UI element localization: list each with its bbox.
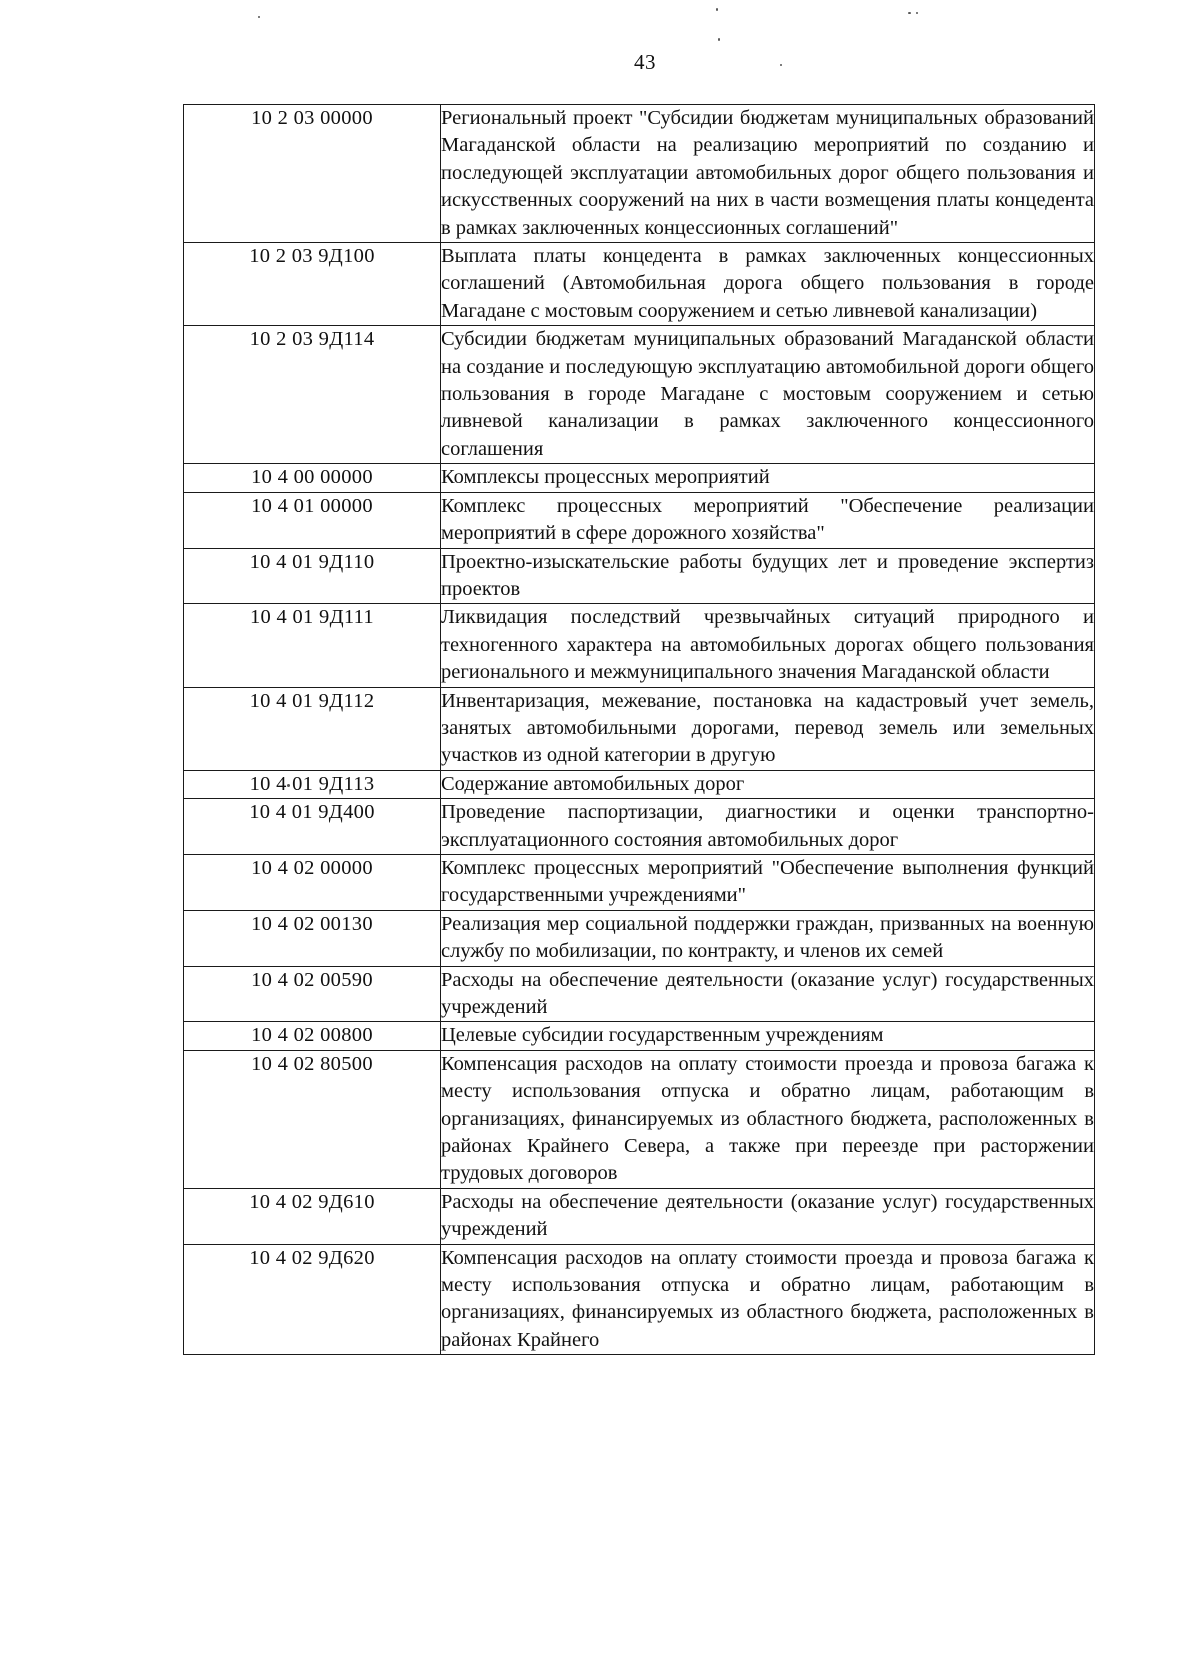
- row-code: 10 4 01 00000: [184, 492, 441, 548]
- row-description: Целевые субсидии государственным учреждениям: [441, 1022, 1095, 1050]
- table-row: [184, 770, 1095, 798]
- table-row: [184, 548, 1095, 604]
- row-description: Компенсация расходов на оплату стоимости проезда и провоза багажа к месту использования отпуска и обратно лицам, работающим в организациях, финансируемых из областного бюджета, расположенных в районах Крайнего Севера, а также при переезде при расторжении трудовых договоров: [441, 1050, 1095, 1188]
- row-code: 10 2 03 00000: [184, 105, 441, 243]
- row-code: 10 4 02 00800: [184, 1022, 441, 1050]
- table-row: [184, 326, 1095, 464]
- row-code: 10 4 02 80500: [184, 1050, 441, 1188]
- row-description: Комплекс процессных мероприятий "Обеспечение выполнения функций государственными учреждениями": [441, 854, 1095, 910]
- table-row: [184, 687, 1095, 770]
- row-code: 10 4 01 9Д110: [184, 548, 441, 604]
- row-description: Реализация мер социальной поддержки граждан, призванных на военную службу по мобилизации, по контракту, и членов их семей: [441, 910, 1095, 966]
- row-code: 10 4 01 9Д112: [184, 687, 441, 770]
- row-description: Комплексы процессных мероприятий: [441, 464, 1095, 492]
- table-body: [184, 105, 1095, 1355]
- table-row: [184, 1244, 1095, 1355]
- table-row: [184, 1188, 1095, 1244]
- row-description: Расходы на обеспечение деятельности (оказание услуг) государственных учреждений: [441, 966, 1095, 1022]
- table-row: [184, 492, 1095, 548]
- scan-speck: [716, 8, 718, 11]
- table-row: [184, 966, 1095, 1022]
- row-code: 10 4 02 00000: [184, 854, 441, 910]
- scan-speck: [780, 64, 782, 66]
- row-description: Проектно-изыскательские работы будущих лет и проведение экспертиз проектов: [441, 548, 1095, 604]
- scan-speck: [908, 12, 911, 14]
- table-row: [184, 799, 1095, 855]
- row-description: Проведение паспортизации, диагностики и оценки транспортно-эксплуатационного состояния автомобильных дорог: [441, 799, 1095, 855]
- row-description: Выплата платы концедента в рамках заключенных концессионных соглашений (Автомобильная дорога общего пользования в городе Магадане с мостовым сооружением и сетью ливневой канализации): [441, 243, 1095, 326]
- table-row: [184, 464, 1095, 492]
- row-description: Содержание автомобильных дорог: [441, 770, 1095, 798]
- row-code: 10 2 03 9Д100: [184, 243, 441, 326]
- row-code: 10 4 02 00130: [184, 910, 441, 966]
- row-code: 10 4 01 9Д111: [184, 604, 441, 687]
- page-number: 43: [634, 50, 656, 74]
- row-description: Ликвидация последствий чрезвычайных ситуаций природного и техногенного характера на автомобильных дорогах общего пользования регионального и межмуниципального значения Магаданской области: [441, 604, 1095, 687]
- table-row: [184, 1022, 1095, 1050]
- table-row: [184, 854, 1095, 910]
- table-row: [184, 105, 1095, 243]
- row-code: 10 4 01 9Д400: [184, 799, 441, 855]
- row-code: 10 2 03 9Д114: [184, 326, 441, 464]
- row-description: Расходы на обеспечение деятельности (оказание услуг) государственных учреждений: [441, 1188, 1095, 1244]
- scan-speck: [916, 12, 918, 14]
- row-code: 10 4 02 00590: [184, 966, 441, 1022]
- row-description: Компенсация расходов на оплату стоимости проезда и провоза багажа к месту использования отпуска и обратно лицам, работающим в организациях, финансируемых из областного бюджета, расположенных в районах Крайнего: [441, 1244, 1095, 1355]
- row-description: Субсидии бюджетам муниципальных образований Магаданской области на создание и последующую эксплуатацию автомобильной дороги общего пользования в городе Магадане с мостовым сооружением и сетью ливневой канализации в рамках заключенного концессионного соглашения: [441, 326, 1095, 464]
- row-description: Инвентаризация, межевание, постановка на кадастровый учет земель, занятых автомобильными дорогами, перевод земель или земельных участков из одной категории в другую: [441, 687, 1095, 770]
- row-code: 10 4 01 9Д113: [184, 770, 441, 798]
- scan-speck: [718, 38, 720, 41]
- row-code: 10 4 02 9Д610: [184, 1188, 441, 1244]
- table-row: [184, 910, 1095, 966]
- row-code: 10 4 02 9Д620: [184, 1244, 441, 1355]
- row-description: Региональный проект "Субсидии бюджетам муниципальных образований Магаданской области на реализацию мероприятий по созданию и последующей эксплуатации автомобильных дорог общего пользования и искусственных сооружений на них в части возмещения платы концедента в рамках заключенных концессионных соглашений": [441, 105, 1095, 243]
- row-code: 10 4 00 00000: [184, 464, 441, 492]
- table-row: [184, 604, 1095, 687]
- budget-codes-table: [183, 104, 1095, 1355]
- scan-speck: [258, 16, 260, 18]
- row-description: Комплекс процессных мероприятий "Обеспечение реализации мероприятий в сфере дорожного хозяйства": [441, 492, 1095, 548]
- table-row: [184, 243, 1095, 326]
- table-row: [184, 1050, 1095, 1188]
